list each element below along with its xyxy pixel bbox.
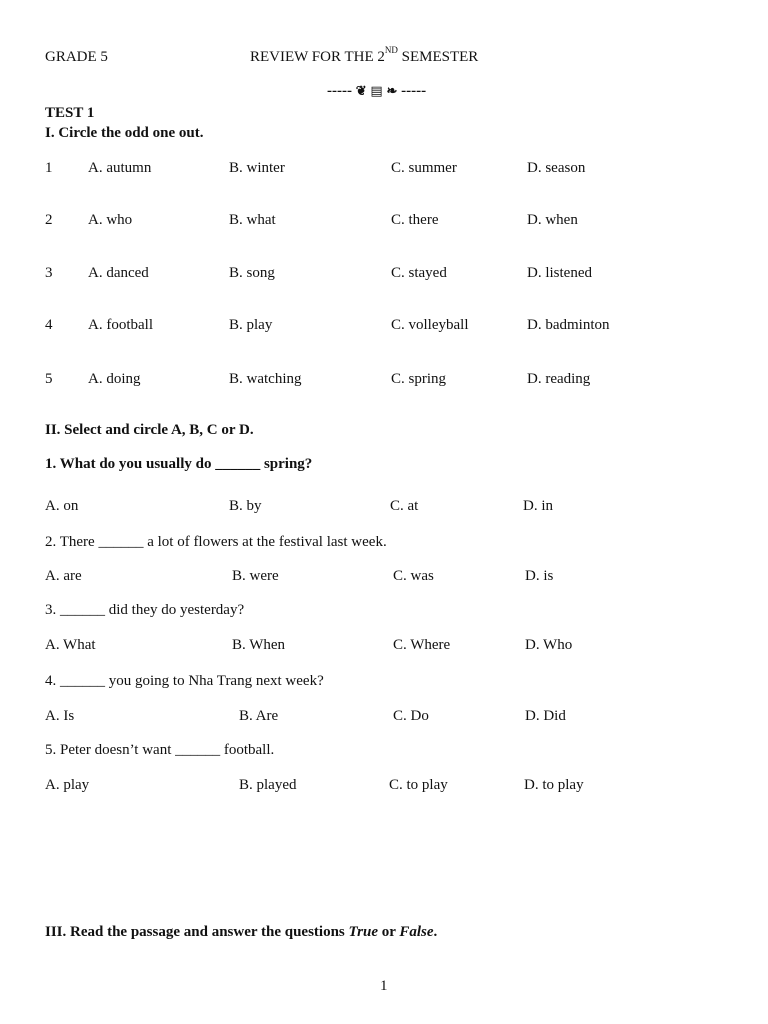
title-superscript: ND [384,45,398,55]
option-a: A. doing [88,371,141,387]
question-text: 2. There ______ a lot of flowers at the festival last week. [45,534,387,550]
option-b: B. song [229,265,275,281]
odd-one-out-row [0,316,768,336]
question-text: 5. Peter doesn’t want ______ football. [45,742,275,758]
option-c: C. summer [391,160,457,176]
option-b: B. watching [229,371,302,387]
option-b: B. what [229,212,276,228]
option-b: B. played [239,777,297,793]
question-number: 3 [45,265,53,281]
section-2-title: II. Select and circle A, B, C or D. [45,422,254,438]
section-1-title: I. Circle the odd one out. [45,125,204,141]
option-c: C. volleyball [391,317,469,333]
option-a: A. football [88,317,153,333]
answer-options-row [0,567,768,587]
odd-one-out-row [0,159,768,179]
question-number: 2 [45,212,53,228]
option-b: B. were [232,568,279,584]
option-d: D. is [525,568,554,584]
question-number: 5 [45,371,53,387]
option-a: A. are [45,568,82,584]
answer-options-row [0,636,768,656]
true-word: True [348,924,378,940]
fleuron-right-icon: ❧ [386,83,398,98]
option-d: D. badminton [527,317,610,333]
title-ornament [327,82,426,100]
question-text: 4. ______ you going to Nha Trang next week? [45,673,324,689]
title-prefix: REVIEW FOR THE 2 [250,49,385,65]
option-d: D. Did [525,708,566,724]
question-text: 3. ______ did they do yesterday? [45,602,245,618]
answer-options-row [0,497,768,517]
question-number: 1 [45,160,53,176]
answer-options-row [0,776,768,796]
question-text: 1. What do you usually do ______ spring? [45,456,313,472]
section-3-title-prefix: III. Read the passage and answer the questions [45,924,349,940]
page-number: 1 [380,978,388,994]
fleuron-left-icon: ❦ [355,83,367,98]
option-b: B. Are [239,708,279,724]
option-d: D. in [523,498,553,514]
title-suffix: SEMESTER [397,49,479,65]
option-a: A. Is [45,708,75,724]
test-label: TEST 1 [45,105,95,121]
option-c: C. Where [393,637,451,653]
question-number: 4 [45,317,53,333]
false-word: False [399,924,434,940]
option-b: B. winter [229,160,285,176]
odd-one-out-row [0,211,768,231]
or-word: or [377,924,400,940]
option-a: A. who [88,212,133,228]
grade-label: GRADE 5 [45,49,108,65]
option-a: A. What [45,637,96,653]
option-d: D. to play [524,777,584,793]
option-c: C. there [391,212,439,228]
option-a: A. play [45,777,90,793]
option-c: C. to play [389,777,448,793]
option-d: D. when [527,212,578,228]
book-icon: ▤ [370,83,383,98]
section-3-title [45,923,437,941]
option-d: D. listened [527,265,592,281]
option-a: A. on [45,498,79,514]
answer-options-row [0,707,768,727]
option-b: B. by [229,498,262,514]
section-3-title-end: . [433,924,438,940]
option-c: C. at [390,498,419,514]
option-c: C. Do [393,708,429,724]
page-title [250,45,479,66]
option-c: C. stayed [391,265,447,281]
option-c: C. spring [391,371,447,387]
option-d: D. season [527,160,586,176]
odd-one-out-row [0,264,768,284]
odd-one-out-row [0,370,768,390]
ornament-dashes-right: ----- [401,83,427,99]
option-a: A. autumn [88,160,152,176]
option-c: C. was [393,568,434,584]
ornament-dashes-left: ----- [327,83,352,99]
option-d: D. reading [527,371,591,387]
option-b: B. play [229,317,273,333]
option-a: A. danced [88,265,149,281]
option-d: D. Who [525,637,573,653]
option-b: B. When [232,637,286,653]
